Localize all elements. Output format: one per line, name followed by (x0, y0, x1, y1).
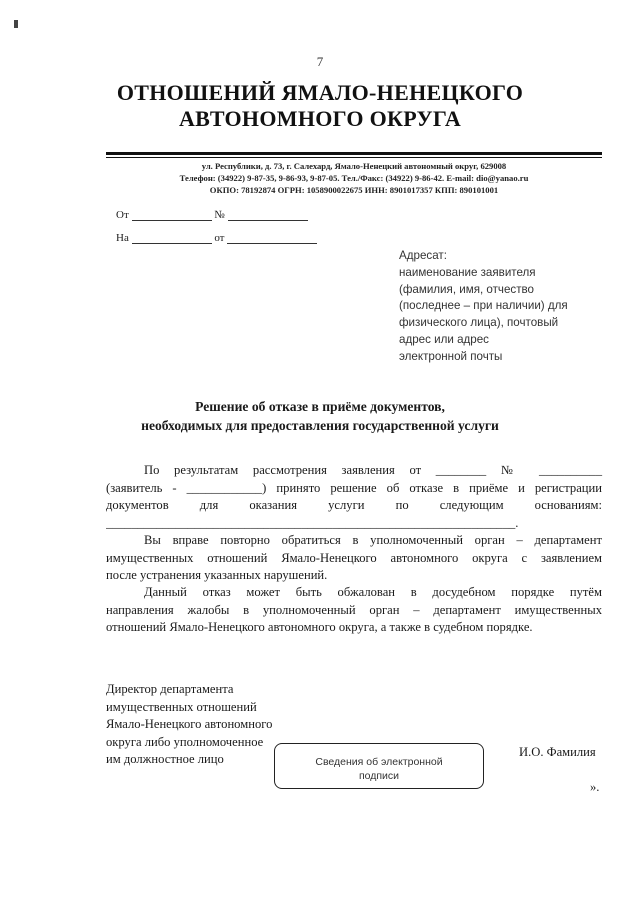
addressee-line: (последнее – при наличии) для (399, 299, 568, 313)
scan-speck (14, 20, 18, 28)
electronic-signature-stamp (274, 743, 484, 789)
addressee-line: Адресат: (399, 249, 447, 262)
header-title-line-1: ОТНОШЕНИЙ ЯМАЛО-НЕНЕЦКОГО (116, 80, 524, 105)
addressee-line: электронной почты (399, 349, 503, 363)
addressee-block (399, 248, 609, 366)
body-paragraph-2 (106, 532, 602, 585)
paragraph-line: Вы вправе повторно обратиться в уполномоченный орган – департамент (144, 533, 602, 547)
signatory-line: Ямало-Ненецкого автономного (106, 717, 273, 732)
number-label: № (214, 209, 225, 221)
header-phones: Телефон: (34922) 9-87-35, 9-86-93, 9-87-05. Тел./Факс: (34922) 9-86-42. E-mail: dio@yanao.ru (179, 173, 529, 183)
paragraph-line: Данный отказ может быть обжалован в досудебном порядке путём (144, 585, 602, 599)
on-number-blank (132, 233, 212, 244)
body-paragraph-1 (106, 462, 602, 532)
header-codes: ОКПО: 78192874 ОГРН: 1058900022675 ИНН: 8901017357 КПП: 890101001 (209, 185, 499, 195)
header-title-line-2: АВТОНОМНОГО ОКРУГА (178, 106, 462, 131)
from-label: От (116, 209, 129, 221)
dated-label: от (214, 232, 225, 244)
signatory-line: имущественных отношений (106, 699, 257, 714)
stamp-line-1: Сведения об электронной (315, 756, 443, 768)
decision-title-line-1: Решение об отказе в приёме документов, (195, 399, 445, 414)
addressee-line: (фамилия, имя, отчество (399, 282, 534, 296)
addressee-line: наименование заявителя (399, 265, 536, 279)
paragraph-line: отношений Ямало-Ненецкого автономного округа, а также в судебном порядке. (106, 620, 533, 635)
registration-line-on (116, 232, 317, 244)
number-blank (228, 210, 308, 221)
signatory-name: И.О. Фамилия (519, 745, 596, 759)
grounds-blank-line: _________________________________________________________________. (106, 515, 519, 530)
signatory-line: им должностное лицо (106, 752, 224, 767)
from-date-blank (132, 210, 212, 221)
stamp-line-2: подписи (358, 770, 400, 782)
addressee-line: адрес или адрес (399, 332, 489, 346)
page-number: 7 (316, 54, 324, 69)
closing-quote: ». (590, 780, 600, 794)
paragraph-line: имущественных отношений Ямало-Ненецкого автономного округа с заявлением (106, 550, 602, 565)
signatory-line: Директор департамента (106, 682, 234, 696)
signatory-line: округа либо уполномоченное (106, 734, 264, 749)
paragraph-line: после устранения указанных нарушений. (106, 568, 328, 583)
header-address: ул. Республики, д. 73, г. Салехард, Ямало-Ненецкий автономный округ, 629008 (201, 161, 507, 171)
paragraph-line: (заявитель - ____________) принято решение об отказе в приёме и регистрации (106, 480, 602, 495)
registration-line-from (116, 209, 308, 221)
paragraph-line: По результатам рассмотрения заявления от ________ № __________ (144, 463, 602, 477)
body-paragraph-3 (106, 584, 602, 637)
paragraph-line: направления жалобы в уполномоченный орган – департамент имущественных (106, 602, 602, 617)
on-label: На (116, 232, 129, 244)
dated-blank (227, 233, 317, 244)
header-divider-thick (106, 152, 602, 155)
paragraph-line: документов для оказания услуги по следующим основаниям: (106, 498, 602, 513)
decision-title-line-2: необходимых для предоставления государственной услуги (141, 418, 499, 433)
addressee-line: физического лица), почтовый (399, 316, 559, 330)
header-divider-thin (106, 157, 602, 158)
